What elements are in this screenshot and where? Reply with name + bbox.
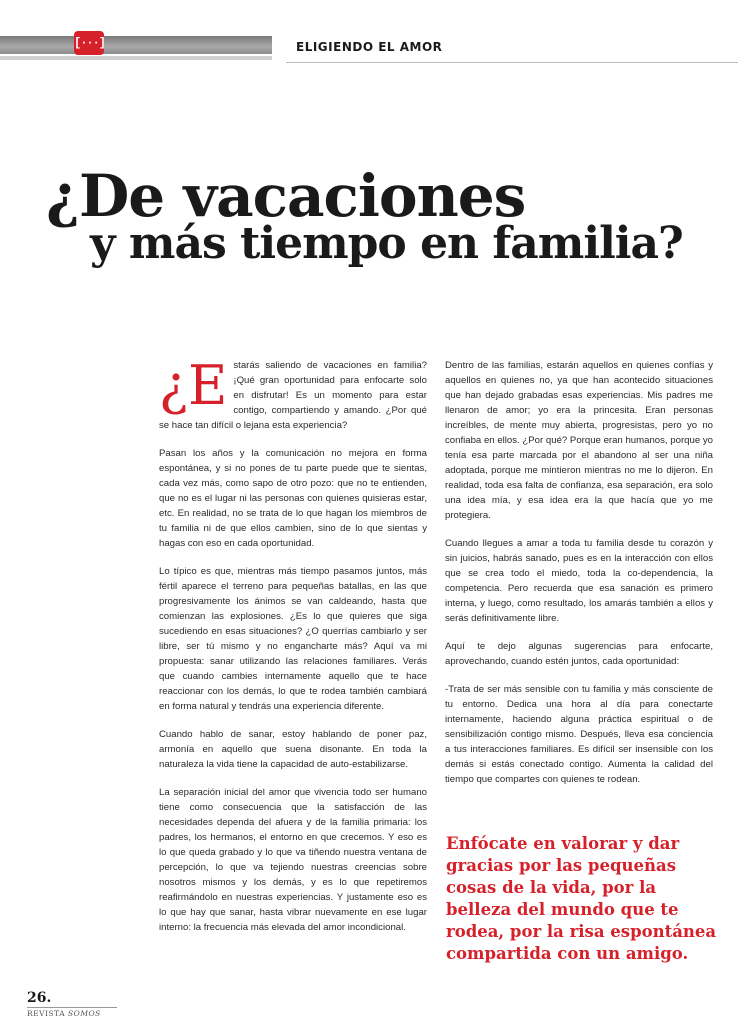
pull-quote: Enfócate en valorar y dar gracias por las pequeñas cosas de la vida, por la belleza del mundo que te rodea, por la risa espontánea compartida con un amigo. [446,834,717,963]
article-paragraph: Cuando llegues a amar a toda tu familia desde tu corazón y sin juicios, habrás sanado, pues es en la interacción con ellos que se crea todo el miedo, toda la co-dependencia, la competencia. Pero recuerda que esa sanación es primero interna, y luego, como resultado, los amarás también a ellos y serás definitivamente libre. [445,538,713,624]
section-title: ELIGIENDO EL AMOR [296,40,443,54]
drop-cap: ¿E [159,354,228,417]
headline-line-1: ¿De vacaciones [46,162,526,230]
footer-divider [27,1007,117,1008]
header-divider [286,62,738,63]
header-bar [0,36,272,54]
article-paragraph: Dentro de las familias, estarán aquellos en quienes confías y aquellos en quienes no, ya que han acontecido situaciones que han dejado grabadas esas experiencias. Mis padres me llenaron de amor; yo era la princesita. Eran personas increíbles, de mente muy abierta, progresistas, pero yo no confiaba en ellos. ¿Por qué? Porque eran humanos, porque yo tenía esa parte marcada por el abandono al ser una niña adoptada, porque me mintieron mientras no me lo dijeron. En realidad, toda esa falta de confianza, esa separación, era solo una idea mía, y esa idea era la que hacía que yo me protegiera. [445,360,713,521]
article-paragraph: Lo típico es que, mientras más tiempo pasamos juntos, más fértil aparece el terreno para pequeñas batallas, en las que progresivamente los ánimos se van caldeando, hasta que comienzan las explosiones. ¿Es lo que quieres que siga sucediendo en esas situaciones? ¿O querrías cambiarlo y ser libre, ser tú mismo y no engancharte más? Aquí va mi propuesta: sanar utilizando las relaciones familiares. Verás que cuando cambies internamente aquello que te hace reaccionar con los demás, lo que te rodea también cambiará en forma natural y tendrás una experiencia diferente. [159,566,427,712]
article-paragraph: Aquí te dejo algunas sugerencias para enfocarte, aprovechando, cuando estén juntos, cada oportunidad: [445,641,713,667]
article-paragraph: La separación inicial del amor que vivencia todo ser humano tiene como consecuencia que la satisfacción de las necesidades dependa del afuera y de la familia primaria: los padres, los hermanos, el entorno en que crecemos. Y eso es lo que queda grabado y lo que va tiñendo nuestra ventana de percepción, lo que va tejiendo nuestras creencias sobre nosotros mismos y los demás, y es lo que repetiremos reafirmándolo en nuestras experiencias. Y justamente eso es lo que hay que sanar, hasta vibrar nuevamente en ese lugar interno: la frecuencia más elevada del amor incondicional. [159,787,427,933]
headline-line-2: y más tiempo en familia? [90,218,683,269]
article-paragraph: -Trata de ser más sensible con tu familia y más consciente de tu entorno. Dedica una hora al día para conectarte internamente, haciendo alguna práctica espiritual o de sensibilización contigo mismo. Después, lleva esa conciencia a tus interacciones familiares. Es difícil ser insensible con los demás si estás conectado contigo. Aumenta la calidad del tiempo que compartes con quienes te rodean. [445,684,713,785]
ellipsis-badge-icon: [···] [74,31,104,55]
article-paragraph: Cuando hablo de sanar, estoy hablando de poner paz, armonía en aquello que suena disonante. En toda la naturaleza la vida tiene la capacidad de auto-estabilizarse. [159,729,427,770]
page-number: 26. [27,990,52,1006]
magazine-name [27,1009,101,1018]
magazine-title: SOMOS [68,1009,101,1018]
article-paragraph: Pasan los años y la comunicación no mejora en forma espontánea, y si no pones de tu parte puede que te sientas, cada vez más, como sapo de otro pozo: que no te entienden, que no es el lugar ni las personas con quienes quisieras estar, etc. En realidad, no se trata de lo que hagan los miembros de tu familia ni de que ellos cambien, sino de lo que sientas y hagas con eso en cada oportunidad. [159,448,427,549]
article-right-column [445,358,713,800]
magazine-prefix: REVISTA [27,1009,69,1018]
paragraph-text: starás saliendo de vacaciones en familia? ¡Qué gran oportunidad para enfocarte solo en disfrutar! Es un momento para estar contigo, compartiendo y amando. ¿Por qué se hace tan difícil o lejana esta experiencia? [159,360,427,431]
article-paragraph [159,354,427,433]
article-left-column [159,354,427,948]
header-bar-shadow [0,56,272,60]
